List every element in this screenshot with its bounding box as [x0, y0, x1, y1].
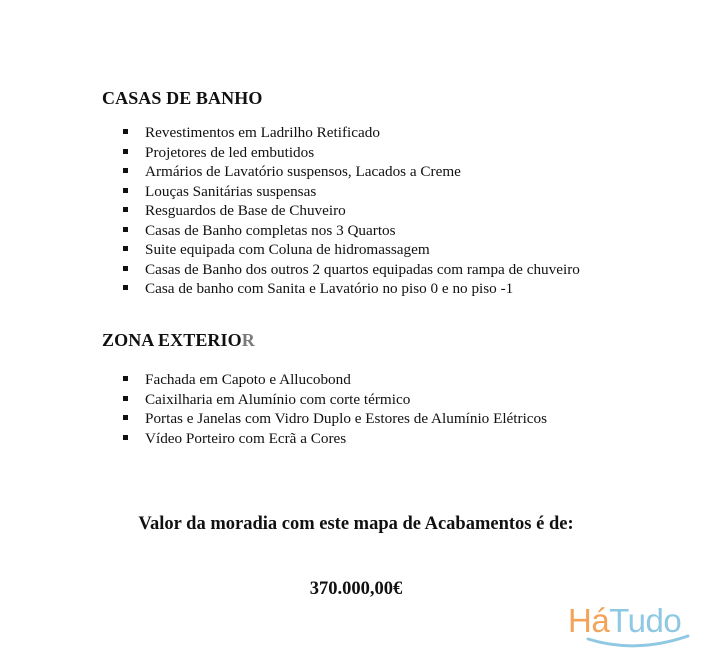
list-item	[120, 240, 580, 260]
list-item	[120, 201, 580, 221]
bullet-icon	[123, 435, 128, 440]
list-item	[120, 182, 580, 202]
list-item	[120, 370, 547, 390]
section-title-last-letter: R	[241, 330, 255, 350]
section-title-zona-exterior	[102, 330, 255, 351]
list-item	[120, 429, 547, 449]
list-item-text: Fachada em Capoto e Allucobond	[145, 371, 351, 388]
bullet-icon	[123, 207, 128, 212]
list-item	[120, 260, 580, 280]
list-item-text: Armários de Lavatório suspensos, Lacados a Creme	[145, 163, 461, 180]
list-item-text: Casas de Banho dos outros 2 quartos equipadas com rampa de chuveiro	[145, 260, 580, 278]
list-item	[120, 221, 580, 241]
list-item-text: Casa de banho com Sanita e Lavatório no piso 0 e no piso -1	[145, 280, 514, 297]
list-item-text: Portas e Janelas com Vidro Duplo e Estores de Alumínio Elétricos	[145, 410, 548, 427]
section-title-main: ZONA EXTERIO	[102, 330, 242, 350]
bullet-icon	[123, 168, 128, 173]
bullet-icon	[123, 376, 128, 381]
list-item	[120, 390, 547, 410]
bullet-icon	[123, 415, 128, 420]
bullet-icon	[123, 149, 128, 154]
logo-swoosh-icon	[586, 634, 690, 650]
bullet-icon	[123, 129, 128, 134]
list-item-text: Projetores de led embutidos	[145, 143, 315, 161]
list-item	[120, 279, 580, 299]
logo-text-part2: Tudo	[609, 602, 682, 639]
logo-text-part1: Há	[568, 602, 610, 639]
bullet-icon	[123, 227, 128, 232]
list-item-text: Casas de Banho completas nos 3 Quartos	[145, 221, 396, 239]
list-item	[120, 143, 580, 163]
list-item-text: Resguardos de Base de Chuveiro	[145, 202, 346, 219]
list-item-text: Vídeo Porteiro com Ecrã a Cores	[145, 429, 347, 447]
bullet-icon	[123, 285, 128, 290]
valuation-label: Valor da moradia com este mapa de Acabamentos é de:	[138, 514, 574, 534]
list-item-text: Revestimentos em Ladrilho Retificado	[145, 124, 380, 141]
list-item	[120, 123, 580, 143]
zona-exterior-list	[120, 370, 547, 448]
bullet-icon	[123, 188, 128, 193]
bullet-icon	[123, 396, 128, 401]
list-item-text: Louças Sanitárias suspensas	[145, 182, 317, 200]
list-item	[120, 162, 580, 182]
section-title-casas-de-banho: CASAS DE BANHO	[102, 88, 263, 108]
list-item-text: Caixilharia em Alumínio com corte térmico	[145, 390, 411, 408]
casas-de-banho-list	[120, 123, 580, 299]
bullet-icon	[123, 246, 128, 251]
list-item	[120, 409, 547, 429]
list-item-text: Suite equipada com Coluna de hidromassagem	[145, 241, 430, 258]
bullet-icon	[123, 266, 128, 271]
valuation-amount: 370.000,00€	[309, 579, 403, 599]
